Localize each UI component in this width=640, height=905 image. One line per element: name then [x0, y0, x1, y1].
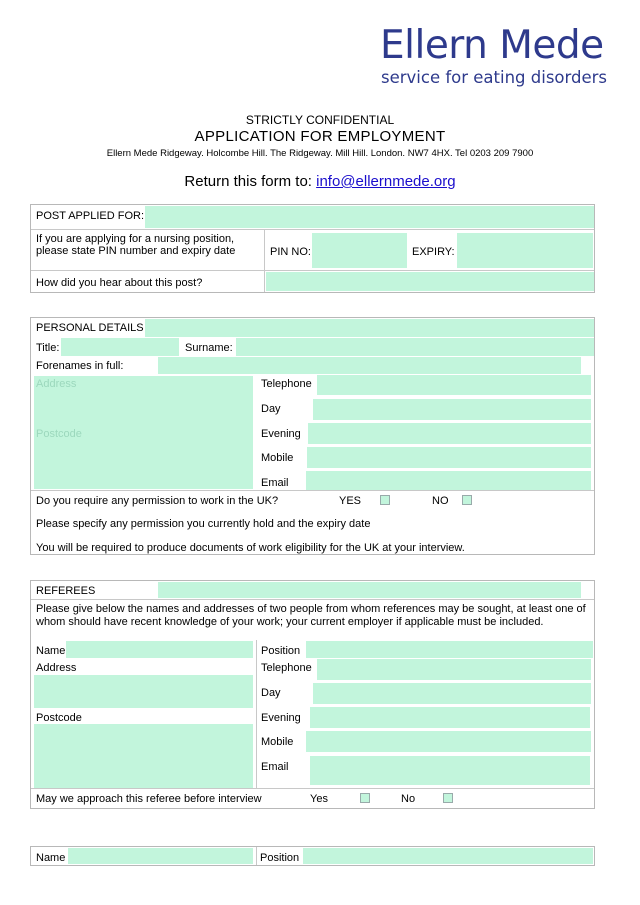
- evening-label: Evening: [261, 428, 301, 440]
- divider: [256, 640, 257, 788]
- referee1-position-input[interactable]: [306, 641, 593, 658]
- permission-no-label: NO: [432, 495, 449, 507]
- referee1-mobile-label: Mobile: [261, 736, 294, 748]
- return-instruction: [0, 173, 640, 190]
- nursing-note-line1: If you are applying for a nursing position,: [36, 233, 235, 245]
- referees-intro: Please give below the names and addresses of two people from whom references may be sought, at least one of whom should have recent knowledge of your work; your current employer if applicable must be included.: [36, 603, 586, 628]
- referee2-position-label: Position: [260, 852, 300, 864]
- approach-no-label: No: [401, 793, 416, 805]
- referee1-position-label: Position: [261, 645, 301, 657]
- organisation-address: Ellern Mede Ridgeway. Holcombe Hill. The Ridgeway. Mill Hill. London. NW7 4HX. Tel 0203 209 7900: [106, 148, 534, 159]
- referee1-telephone-input[interactable]: [317, 659, 591, 680]
- postcode-placeholder: Postcode: [36, 428, 82, 440]
- logo-title: Ellern Mede: [380, 23, 604, 68]
- expiry-input[interactable]: [457, 233, 593, 268]
- evening-phone-input[interactable]: [308, 423, 591, 444]
- referee1-day-input[interactable]: [313, 683, 591, 704]
- nursing-note-line2: please state PIN number and expiry date: [36, 245, 236, 257]
- mobile-input[interactable]: [307, 447, 591, 468]
- referee1-address-label: Address: [36, 662, 77, 674]
- surname-input[interactable]: [236, 338, 594, 356]
- divider: [31, 788, 594, 789]
- permission-yes-label: YES: [339, 495, 362, 507]
- documents-note: You will be required to produce documents of work eligibility for the UK at your interview.: [36, 542, 465, 554]
- day-phone-input[interactable]: [313, 399, 591, 420]
- return-email-link[interactable]: info@ellernmede.org: [316, 173, 456, 190]
- referee1-telephone-label: Telephone: [261, 662, 312, 674]
- referees-bar: [158, 582, 581, 598]
- referee1-name-input[interactable]: [66, 641, 253, 658]
- approach-referee-question: May we approach this referee before interview: [36, 793, 262, 805]
- approach-yes-label: Yes: [310, 793, 328, 805]
- expiry-label: EXPIRY:: [412, 246, 455, 258]
- referee1-day-label: Day: [261, 687, 281, 699]
- permission-yes-checkbox[interactable]: [380, 495, 390, 505]
- post-applied-input[interactable]: [145, 206, 594, 228]
- title-input[interactable]: [61, 338, 179, 356]
- approach-yes-checkbox[interactable]: [360, 793, 370, 803]
- post-applied-label: POST APPLIED FOR:: [36, 210, 144, 222]
- divider: [31, 229, 594, 230]
- work-permission-question: Do you require any permission to work in the UK?: [36, 495, 279, 507]
- permission-no-checkbox[interactable]: [462, 495, 472, 505]
- referee1-name-label: Name: [36, 645, 66, 657]
- referee1-evening-input[interactable]: [310, 707, 590, 728]
- referee2-name-label: Name: [36, 852, 66, 864]
- confidential-label: STRICTLY CONFIDENTIAL: [245, 113, 395, 127]
- referee1-address-input[interactable]: [34, 675, 253, 708]
- title-label: Title:: [36, 342, 60, 354]
- email-label: Email: [261, 477, 289, 489]
- personal-details-bar: [145, 319, 594, 337]
- referee2-name-input[interactable]: [68, 848, 253, 864]
- mobile-label: Mobile: [261, 452, 294, 464]
- hear-about-label: How did you hear about this post?: [36, 277, 203, 289]
- divider: [256, 847, 257, 865]
- divider: [264, 229, 265, 270]
- referee1-email-label: Email: [261, 761, 289, 773]
- referee1-postcode-label: Postcode: [36, 712, 82, 724]
- divider: [31, 599, 594, 600]
- referee1-email-input[interactable]: [310, 756, 590, 785]
- referee1-postcode-input[interactable]: [34, 724, 253, 788]
- personal-details-heading: PERSONAL DETAILS: [36, 322, 144, 334]
- referee1-mobile-input[interactable]: [306, 731, 591, 752]
- divider: [31, 490, 594, 491]
- forenames-label: Forenames in full:: [36, 360, 124, 372]
- divider: [264, 270, 265, 292]
- forenames-input[interactable]: [158, 357, 581, 374]
- pin-input[interactable]: [312, 233, 407, 268]
- telephone-input[interactable]: [317, 375, 591, 395]
- page-title: APPLICATION FOR EMPLOYMENT: [194, 128, 446, 145]
- telephone-label: Telephone: [261, 378, 312, 390]
- hear-about-input[interactable]: [266, 272, 594, 291]
- surname-label: Surname:: [185, 342, 233, 354]
- address-placeholder: Address: [36, 378, 77, 390]
- referee1-evening-label: Evening: [261, 712, 301, 724]
- referee2-position-input[interactable]: [303, 848, 593, 864]
- pin-label: PIN NO:: [270, 246, 311, 258]
- logo-subtitle: service for eating disorders: [381, 68, 608, 87]
- permission-specify-label: Please specify any permission you currently hold and the expiry date: [36, 518, 371, 530]
- approach-no-checkbox[interactable]: [443, 793, 453, 803]
- return-label: Return this form to:: [184, 173, 312, 190]
- referees-heading: REFEREES: [36, 585, 96, 597]
- divider: [31, 270, 594, 271]
- day-label: Day: [261, 403, 281, 415]
- email-input[interactable]: [306, 471, 591, 490]
